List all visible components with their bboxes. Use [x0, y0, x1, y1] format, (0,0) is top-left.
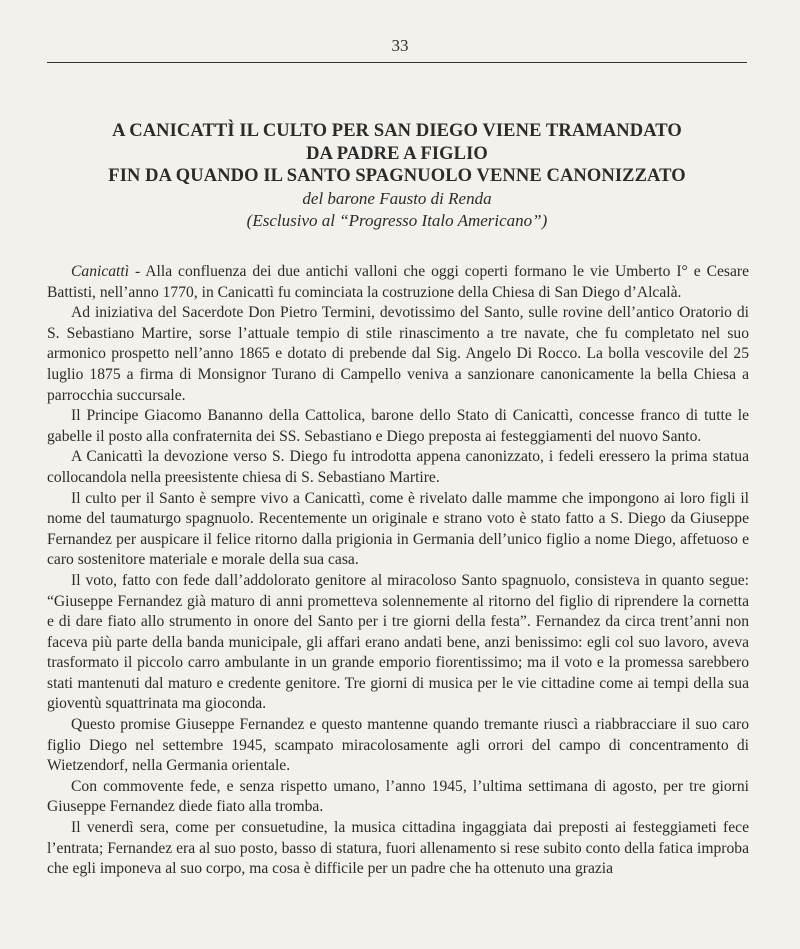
header-rule [47, 62, 747, 63]
paragraph-7: Questo promise Giuseppe Fernandez e questo mantenne quando tremante riuscì a riabbracciare il suo caro figlio Diego nel settembre 1945, scampato miracolosamente agli orrori del campo di concentramento di Wietzendorf, nella Germania orientale. [47, 716, 749, 775]
article-title-line-1: A CANICATTÌ IL CULTO PER SAN DIEGO VIENE TRAMANDATO [112, 121, 682, 141]
paragraph-3: Il Principe Giacomo Bananno della Cattolica, barone dello Stato di Canicattì, concesse franco di tutte le gabelle il posto alla confraternita dei SS. Sebastiano e Diego preposta ai festeggiamenti del nuovo Santo. [47, 407, 749, 445]
paragraph-1 [47, 262, 749, 303]
article-title-line-2: DA PADRE A FIGLIO [306, 143, 488, 164]
source-line: (Esclusivo al “Progresso Italo Americano”) [246, 211, 548, 230]
article-header [47, 120, 747, 233]
paragraph-8: Con commovente fede, e senza rispetto umano, l’anno 1945, l’ultima settimana di agosto, per tre giorni Giuseppe Fernandez diede fiato alla tromba. [47, 777, 749, 816]
dateline: Canicattì [71, 263, 130, 280]
paragraph-2: Ad iniziativa del Sacerdote Don Pietro Termini, devotissimo del Santo, sulle rovine dell’antico Oratorio di S. Sebastiano Martire, sorse l’attuale tempio di stile rinascimento a tre navate, che fu completato nel suo armonico prospetto nell’anno 1865 e dotato di prebende dal Sig. Angelo Di Rocco. La bolla vescovile del 25 luglio 1875 a firma di Monsignor Turano di Campello veniva a sanzionare canonicamente la bella Chiesa a parrocchia succursale. [47, 304, 749, 404]
page-number: 33 [391, 36, 409, 55]
paragraph-4: A Canicattì la devozione verso S. Diego fu introdotta appena canonizzato, i fedeli eressero la prima statua collocandola nella preesistente chiesa di S. Sebastiano Martire. [47, 448, 749, 486]
article-body [47, 262, 749, 880]
paragraph-6: Il voto, fatto con fede dall’addolorato genitore al miracoloso Santo spagnuolo, consisteva in quanto segue: “Giuseppe Fernandez già maturo di anni prometteva solennemente al ritorno del figlio di riprendere la cornetta e di dare fiato allo strumento in onore del Santo per i tre giorni della festa”. Fernandez da circa trent’anni non faceva più parte della banda municipale, gli affari erano andati bene, anzi benissimo: egli col suo lavoro, aveva trasformato il piccolo carro ambulante in un grande emporio fiorentissimo; ma il voto e la promessa sarebbero stati mantenuti dal maturo e credente genitore. Tre giorni di musica per le vie cittadine come ai tempi della sua gioventù squattrinata ma gioconda. [47, 571, 749, 713]
article-title-line-3: FIN DA QUANDO IL SANTO SPAGNUOLO VENNE CANONIZZATO [108, 166, 686, 186]
paragraph-9: Il venerdì sera, come per consuetudine, la musica cittadina ingaggiata dai preposti ai festeggiameti fece l’entrata; Fernandez era al suo posto, basso di statura, fuori allenamento si rese subito conto della fatica improba che egli imponeva al suo corpo, ma cosa è difficile per un padre che ha ottenuto una grazia [47, 819, 749, 878]
paragraph-5: Il culto per il Santo è sempre vivo a Canicattì, come è rivelato dalle mamme che impongono ai loro figli il nome del taumaturgo spagnuolo. Recentemente un originale e strano voto è stato fatto a S. Diego da Giuseppe Fernandez per auspicare il felice ritorno dalla prigionia in Germania dell’unico figlio a nome Diego, affetuoso e caro sostenitore materiale e morale della sua casa. [47, 489, 749, 569]
paragraph-1-text: - Alla confluenza dei due antichi valloni che oggi coperti formano le vie Umberto I° e Cesare Battisti, nell’anno 1770, in Canicattì fu cominciata la costruzione della Chiesa di San Diego d’Alcalà. [47, 263, 749, 301]
author-line: del barone Fausto di Renda [302, 188, 492, 208]
